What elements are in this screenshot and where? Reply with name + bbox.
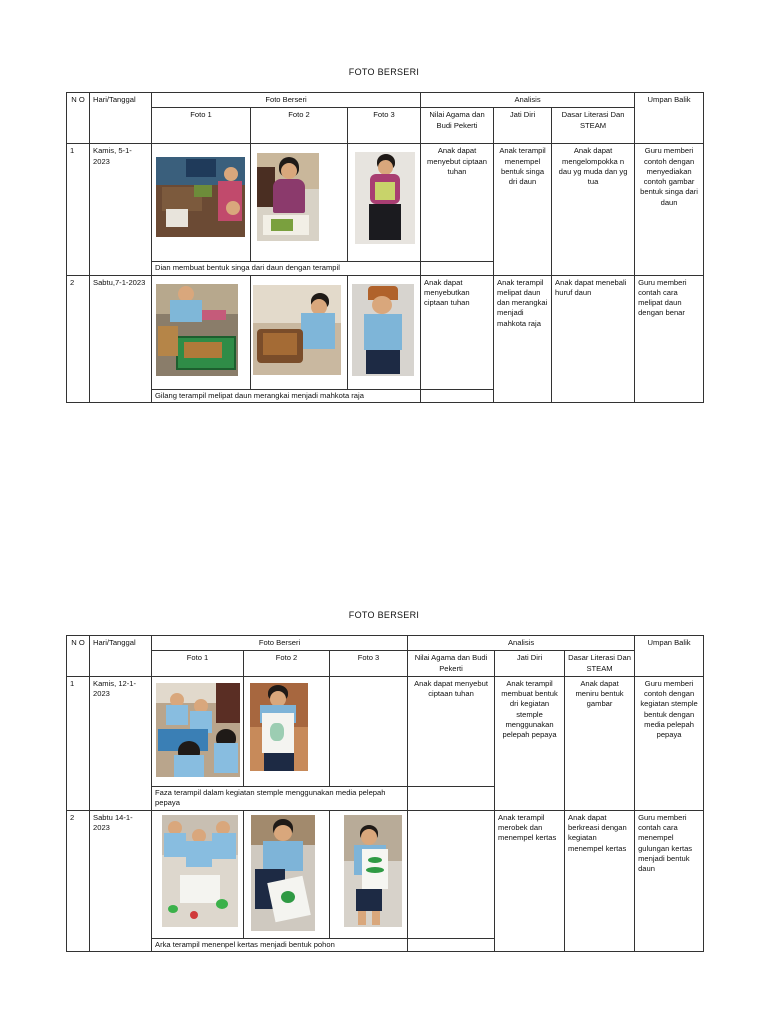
row-literacy: Anak dapat mengelompokka n dau yg muda dan yg tua bbox=[552, 144, 635, 275]
photo-table-1 bbox=[66, 92, 704, 403]
photo-2-cell bbox=[244, 676, 330, 786]
row-feedback: Guru memberi contoh dengan kegiatan stemple bentuk dengan media pelepah pepaya bbox=[635, 676, 704, 810]
row-feedback: Guru memberi contah cara menempel gulungan kertas menjadi bentuk daun bbox=[635, 810, 704, 951]
row-self: Anak terampil merobek dan menempel kertas bbox=[495, 810, 565, 951]
photo-3-cell bbox=[348, 144, 421, 262]
header-photo2: Foto 2 bbox=[251, 108, 348, 144]
row-date: Sabtu,7-1-2023 bbox=[90, 275, 152, 402]
photo-caption: Arka terampil menenpel kertas menjadi bentuk pohon bbox=[152, 938, 408, 951]
photo-1 bbox=[156, 683, 240, 777]
header-no: N O bbox=[67, 93, 90, 144]
row-religion: Anak dapat menyebut ciptaan tuhan bbox=[421, 144, 494, 262]
photo-3 bbox=[352, 284, 414, 376]
row-self: Anak terampil membuat bentuk dri kegiatan stemple menggunakan pelepah pepaya bbox=[495, 676, 565, 810]
photo-1-cell bbox=[152, 275, 251, 389]
header-photo2: Foto 2 bbox=[244, 651, 330, 677]
photo-caption: Dian membuat bentuk singa dari daun dengan terampil bbox=[152, 262, 421, 275]
page-title-1: FOTO BERSERI bbox=[348, 67, 420, 77]
row-date: Sabtu 14-1-2023 bbox=[90, 810, 152, 951]
header-feedback: Umpan Balik bbox=[635, 93, 704, 144]
row-no: 2 bbox=[67, 810, 90, 951]
header-photo1: Foto 1 bbox=[152, 108, 251, 144]
photo-3-cell bbox=[330, 810, 408, 938]
header-photo-group: Foto Berseri bbox=[152, 93, 421, 108]
row-religion bbox=[408, 810, 495, 938]
photo-3 bbox=[344, 815, 402, 927]
header-religion: Nilai Agama dan Budi Pekerti bbox=[408, 651, 495, 677]
header-date: Hari/Tanggal bbox=[90, 93, 152, 144]
photo-2 bbox=[250, 683, 308, 771]
photo-caption: Gilang terampil melipat daun merangkai menjadi mahkota raja bbox=[152, 389, 421, 402]
photo-1 bbox=[156, 157, 245, 237]
row-date: Kamis, 12-1-2023 bbox=[90, 676, 152, 810]
header-religion: Nilai Agama dan Budi Pekerti bbox=[421, 108, 494, 144]
photo-2-cell bbox=[251, 144, 348, 262]
photo-1 bbox=[156, 284, 238, 376]
header-self: Jati Diri bbox=[494, 108, 552, 144]
table-row bbox=[67, 144, 704, 262]
row-religion: Anak dapat menyebutkan ciptaan tuhan bbox=[421, 275, 494, 389]
photo-2 bbox=[257, 153, 319, 241]
row-no: 1 bbox=[67, 144, 90, 275]
header-self: Jati Diri bbox=[495, 651, 565, 677]
header-no: N O bbox=[67, 636, 90, 677]
header-date: Hari/Tanggal bbox=[90, 636, 152, 677]
header-feedback: Umpan Balik bbox=[635, 636, 704, 677]
photo-table-2 bbox=[66, 635, 704, 952]
row-literacy: Anak dapat menebali huruf daun bbox=[552, 275, 635, 402]
table-row bbox=[67, 810, 704, 938]
row-no: 2 bbox=[67, 275, 90, 402]
photo-2 bbox=[251, 815, 315, 931]
photo-1-cell bbox=[152, 810, 244, 938]
row-date: Kamis, 5-1-2023 bbox=[90, 144, 152, 275]
header-literacy: Dasar Literasi Dan STEAM bbox=[565, 651, 635, 677]
photo-1 bbox=[162, 815, 238, 927]
row-no: 1 bbox=[67, 676, 90, 810]
header-literacy: Dasar Literasi Dan STEAM bbox=[552, 108, 635, 144]
row-religion: Anak dapat menyebut ciptaan tuhan bbox=[408, 676, 495, 786]
row-self: Anak terampil menempel bentuk singa dri daun bbox=[494, 144, 552, 275]
header-analysis: Analisis bbox=[421, 93, 635, 108]
photo-3-cell bbox=[330, 676, 408, 786]
row-feedback: Guru memberi contoh dengan menyediakan contoh gambar bentuk singa dari daun bbox=[635, 144, 704, 275]
photo-1-cell bbox=[152, 676, 244, 786]
photo-3-cell bbox=[348, 275, 421, 389]
table-row bbox=[67, 275, 704, 389]
photo-2-cell bbox=[244, 810, 330, 938]
row-literacy: Anak dapat meniru bentuk gambar bbox=[565, 676, 635, 810]
header-photo3: Foto 3 bbox=[348, 108, 421, 144]
header-photo-group: Foto Berseri bbox=[152, 636, 408, 651]
page-title-2: FOTO BERSERI bbox=[348, 610, 420, 620]
photo-caption: Faza terampil dalam kegiatan stemple menggunakan media pelepah pepaya bbox=[152, 786, 408, 810]
photo-1-cell bbox=[152, 144, 251, 262]
header-photo1: Foto 1 bbox=[152, 651, 244, 677]
header-analysis: Analisis bbox=[408, 636, 635, 651]
row-feedback: Guru memberi contah cara melipat daun dengan benar bbox=[635, 275, 704, 402]
row-self: Anak terampil melipat daun dan merangkai menjadi mahkota raja bbox=[494, 275, 552, 402]
photo-3 bbox=[355, 152, 415, 244]
table-row bbox=[67, 676, 704, 786]
photo-2 bbox=[253, 285, 341, 375]
header-photo3: Foto 3 bbox=[330, 651, 408, 677]
row-literacy: Anak dapat berkreasi dengan kegiatan menempel kertas bbox=[565, 810, 635, 951]
photo-2-cell bbox=[251, 275, 348, 389]
